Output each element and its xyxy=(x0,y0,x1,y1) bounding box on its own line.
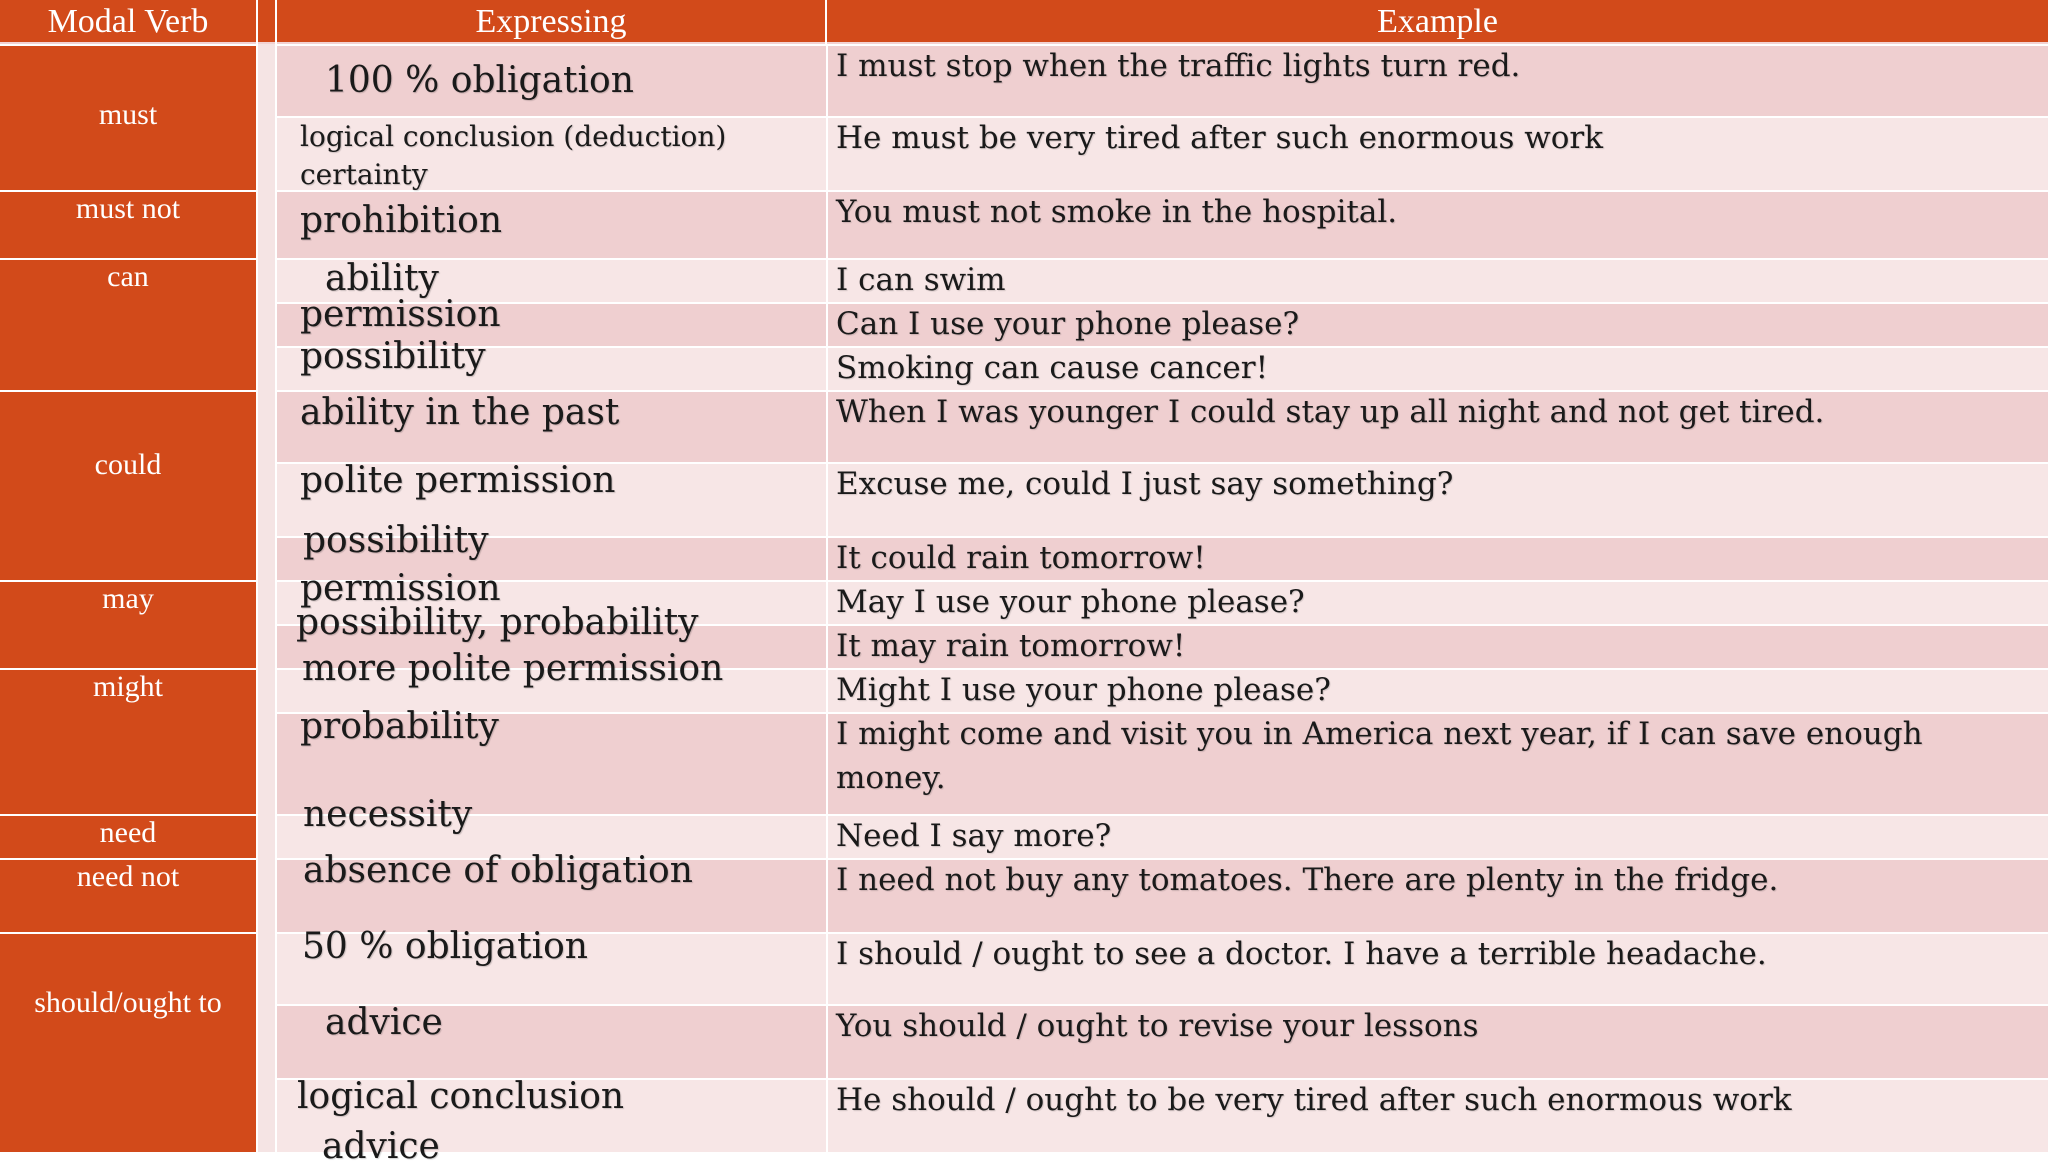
header-spacer xyxy=(258,0,275,44)
expressing-cell: polite permission xyxy=(300,460,616,501)
example-cell: Excuse me, could I just say something? xyxy=(836,466,1454,502)
modal-might: might xyxy=(0,668,256,814)
spacer-column xyxy=(258,44,275,1152)
example-cell: Smoking can cause cancer! xyxy=(836,350,1269,386)
column-divider xyxy=(826,44,828,1152)
expressing-cell: possibility xyxy=(303,520,489,561)
expressing-cell: advice xyxy=(325,1002,443,1043)
example-cell: It could rain tomorrow! xyxy=(836,540,1206,576)
example-cell: He must be very tired after such enormous work xyxy=(836,120,1604,156)
modal-need: need xyxy=(0,814,256,858)
header-modal-verb: Modal Verb xyxy=(0,0,256,44)
example-cell: When I was younger I could stay up all night and not get tired. xyxy=(836,394,1825,430)
expressing-cell: necessity xyxy=(303,794,473,835)
expressing-cell: logical conclusion (deduction) certainty xyxy=(300,120,727,191)
expressing-cell: permission xyxy=(300,294,501,335)
modal-must: must xyxy=(0,44,256,190)
header-example: Example xyxy=(827,0,2048,44)
modal-could: could xyxy=(0,390,256,580)
example-cell: Can I use your phone please? xyxy=(836,306,1300,342)
example-cell: I might come and visit you in America next year, if I can save enough money. xyxy=(836,716,1923,796)
example-cell: You should / ought to revise your lessons xyxy=(836,1008,1479,1044)
example-cell: Might I use your phone please? xyxy=(836,672,1331,708)
example-cell: I must stop when the traffic lights turn red. xyxy=(836,48,1521,84)
modal-must-not: must not xyxy=(0,190,256,258)
expressing-cell: ability in the past xyxy=(300,392,620,433)
example-cell: Need I say more? xyxy=(836,818,1112,854)
expressing-cell: logical conclusion xyxy=(297,1076,625,1117)
modal-should-ought-to: should/ought to xyxy=(0,932,256,1152)
expressing-cell: probability xyxy=(300,706,499,747)
example-cell: I can swim xyxy=(836,262,1006,298)
example-cell: You must not smoke in the hospital. xyxy=(836,194,1398,230)
expressing-cell: permission xyxy=(300,568,501,609)
header-expressing: Expressing xyxy=(277,0,825,44)
modal-can: can xyxy=(0,258,256,390)
example-cell: May I use your phone please? xyxy=(836,584,1305,620)
expressing-cell: possibility xyxy=(300,336,486,377)
expressing-cell: absence of obligation xyxy=(303,850,693,891)
expressing-cell: more polite permission xyxy=(302,648,724,689)
expressing-cell: ability xyxy=(325,258,439,299)
expressing-cell: prohibition xyxy=(300,200,503,241)
example-cell: I should / ought to see a doctor. I have a terrible headache. xyxy=(836,936,1767,972)
example-cell: I need not buy any tomatoes. There are plenty in the fridge. xyxy=(836,862,1779,898)
expressing-cell: advice xyxy=(322,1126,440,1167)
modal-may: may xyxy=(0,580,256,668)
example-cell: He should / ought to be very tired after such enormous work xyxy=(836,1082,1792,1118)
expressing-cell: 100 % obligation xyxy=(325,60,634,101)
expressing-cell: possibility, probability xyxy=(296,602,699,643)
example-cell: It may rain tomorrow! xyxy=(836,628,1186,664)
expressing-cell: 50 % obligation xyxy=(302,926,588,967)
modal-need-not: need not xyxy=(0,858,256,932)
